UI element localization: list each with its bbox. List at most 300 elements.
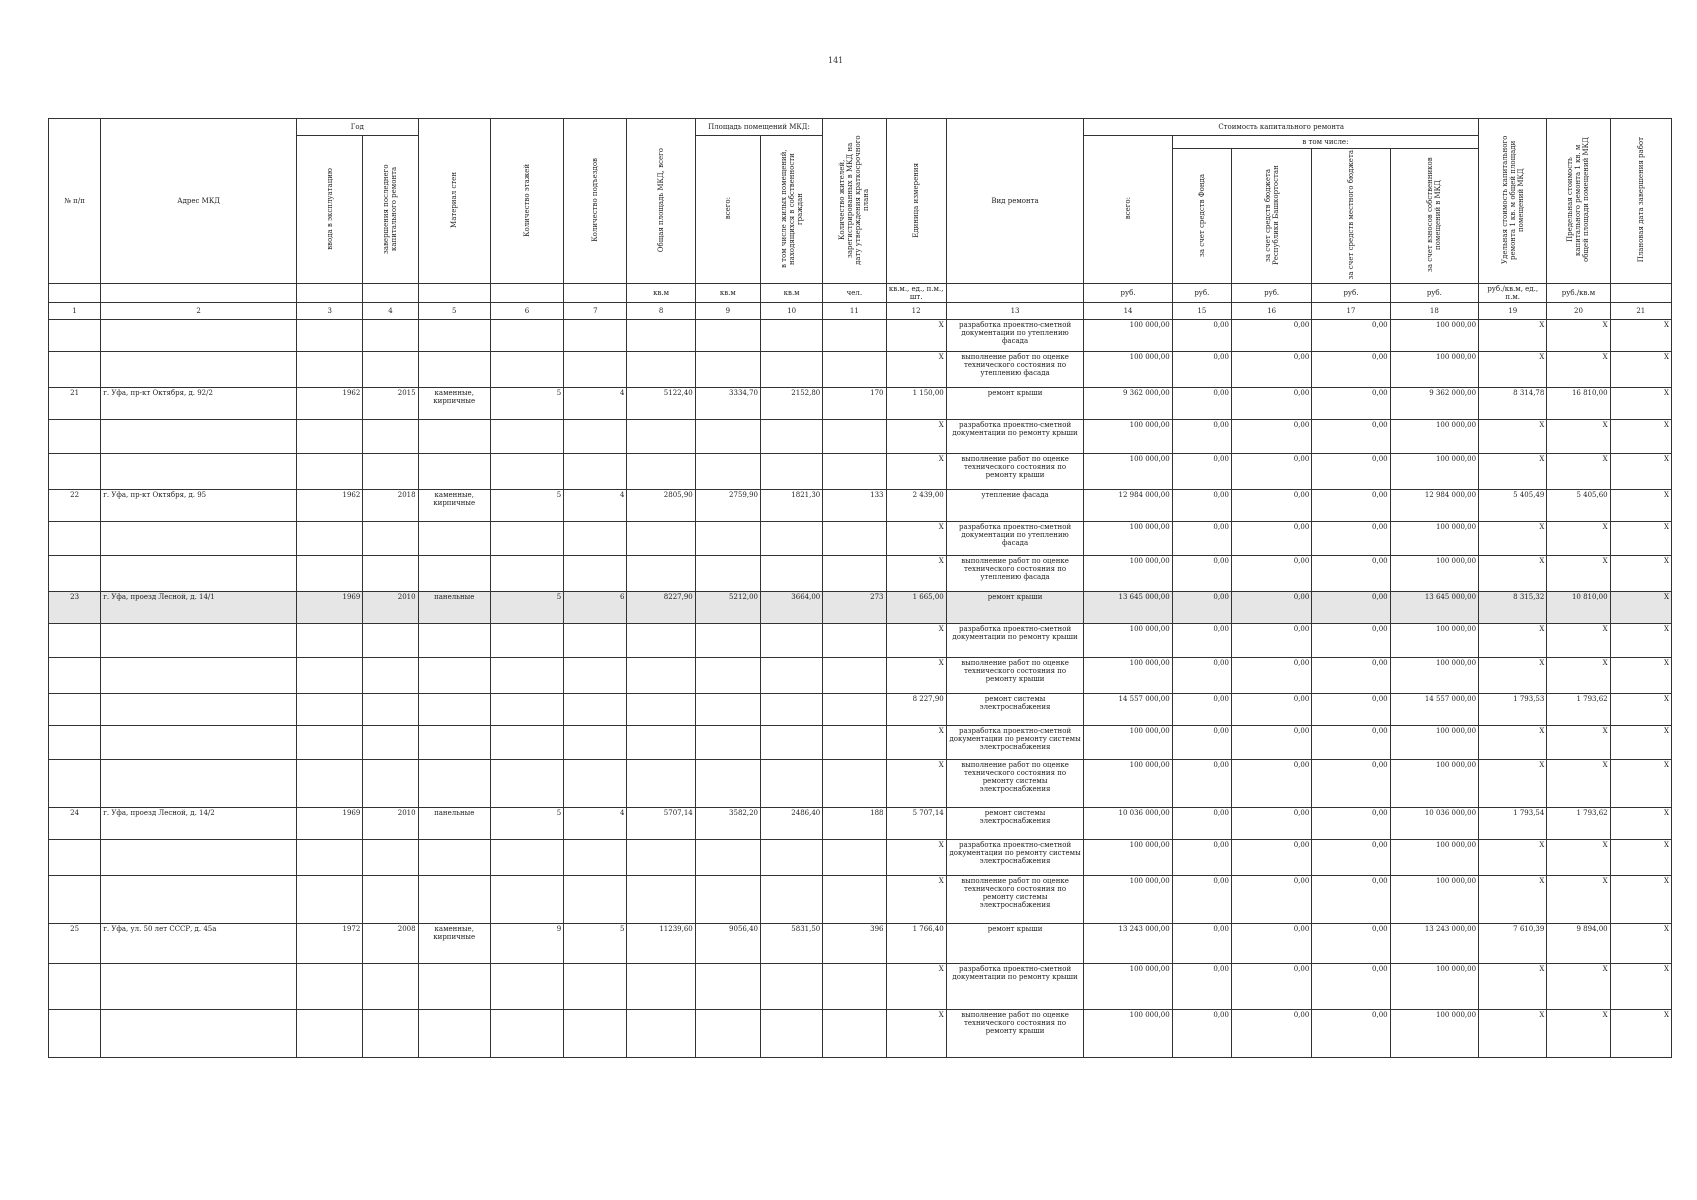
repair-type-cell: разработка проектно-сметной документации по ремонту системы электроснабжения bbox=[946, 726, 1084, 760]
floors-cell bbox=[490, 964, 563, 1010]
measure-unit-cell: X bbox=[886, 964, 946, 1010]
cost-total-cell: 100 000,00 bbox=[1084, 760, 1172, 808]
cost-fund-cell: 0,00 bbox=[1172, 420, 1231, 454]
deadline-cell: X bbox=[1610, 454, 1671, 490]
cost-republic-cell: 0,00 bbox=[1231, 388, 1311, 420]
deadline-cell: X bbox=[1610, 624, 1671, 658]
row-number bbox=[49, 420, 101, 454]
table-row bbox=[49, 420, 1672, 454]
row-number bbox=[49, 694, 101, 726]
header-area-private: в том числе жилых помещений, находящихся в собственности граждан bbox=[761, 136, 823, 284]
repair-type-cell: выполнение работ по оценке технического состояния по ремонту крыши bbox=[946, 658, 1084, 694]
year-repair-cell bbox=[363, 624, 418, 658]
year-commission-cell: 1972 bbox=[297, 924, 363, 964]
cost-local-cell: 0,00 bbox=[1312, 964, 1390, 1010]
measure-unit-cell: 1 766,40 bbox=[886, 924, 946, 964]
header-total-area: Общая площадь МКД, всего bbox=[627, 119, 695, 284]
repair-type-cell: разработка проектно-сметной документации по ремонту крыши bbox=[946, 964, 1084, 1010]
row-number: 24 bbox=[49, 808, 101, 840]
cost-owners-cell: 100 000,00 bbox=[1390, 726, 1478, 760]
limit-cost-cell: X bbox=[1547, 840, 1610, 876]
year-repair-cell bbox=[363, 420, 418, 454]
cost-local-cell: 0,00 bbox=[1312, 924, 1390, 964]
limit-cost-cell: X bbox=[1547, 454, 1610, 490]
area-total-cell bbox=[695, 876, 760, 924]
wall-material-cell bbox=[418, 320, 490, 352]
cost-local-cell: 0,00 bbox=[1312, 658, 1390, 694]
cost-fund-cell: 0,00 bbox=[1172, 760, 1231, 808]
measure-unit-cell: X bbox=[886, 320, 946, 352]
table-row bbox=[49, 726, 1672, 760]
entrances-cell bbox=[564, 694, 627, 726]
col-index-cell: 21 bbox=[1610, 303, 1671, 320]
col-index-cell: 7 bbox=[564, 303, 627, 320]
repair-type-cell: ремонт крыши bbox=[946, 924, 1084, 964]
repair-type-cell: ремонт системы электроснабжения bbox=[946, 808, 1084, 840]
limit-cost-cell: 1 793,62 bbox=[1547, 694, 1610, 726]
measure-unit-cell: X bbox=[886, 352, 946, 388]
measure-unit-cell: X bbox=[886, 760, 946, 808]
area-private-cell: 5831,50 bbox=[761, 924, 823, 964]
cost-owners-cell: 100 000,00 bbox=[1390, 522, 1478, 556]
measure-unit-cell: X bbox=[886, 454, 946, 490]
cost-owners-cell: 13 645 000,00 bbox=[1390, 592, 1478, 624]
year-repair-cell bbox=[363, 1010, 418, 1058]
cost-local-cell: 0,00 bbox=[1312, 592, 1390, 624]
deadline-cell: X bbox=[1610, 924, 1671, 964]
total-area-cell bbox=[627, 760, 695, 808]
measure-unit-cell: X bbox=[886, 840, 946, 876]
wall-material-cell bbox=[418, 760, 490, 808]
cost-fund-cell: 0,00 bbox=[1172, 522, 1231, 556]
wall-material-cell bbox=[418, 556, 490, 592]
cost-total-cell: 100 000,00 bbox=[1084, 726, 1172, 760]
unit-cost-cell: X bbox=[1479, 352, 1547, 388]
table-row bbox=[49, 522, 1672, 556]
area-private-cell bbox=[761, 556, 823, 592]
row-number bbox=[49, 454, 101, 490]
table-row bbox=[49, 840, 1672, 876]
repair-type-cell: разработка проектно-сметной документации по утеплению фасада bbox=[946, 320, 1084, 352]
col-index-cell: 14 bbox=[1084, 303, 1172, 320]
unit-cell bbox=[101, 284, 297, 303]
cost-local-cell: 0,00 bbox=[1312, 388, 1390, 420]
cost-local-cell: 0,00 bbox=[1312, 454, 1390, 490]
unit-cost-cell: X bbox=[1479, 556, 1547, 592]
limit-cost-cell: X bbox=[1547, 352, 1610, 388]
floors-cell bbox=[490, 624, 563, 658]
cost-local-cell: 0,00 bbox=[1312, 420, 1390, 454]
table-row bbox=[49, 694, 1672, 726]
entrances-cell: 4 bbox=[564, 490, 627, 522]
address-cell bbox=[101, 320, 297, 352]
col-index-cell: 20 bbox=[1547, 303, 1610, 320]
residents-cell bbox=[823, 420, 886, 454]
year-commission-cell bbox=[297, 352, 363, 388]
year-repair-cell bbox=[363, 964, 418, 1010]
cost-local-cell: 0,00 bbox=[1312, 876, 1390, 924]
floors-cell bbox=[490, 1010, 563, 1058]
area-total-cell bbox=[695, 556, 760, 592]
header-residents: Количество жителей, зарегистрированных в МКД на дату утверждения краткосрочного плана bbox=[823, 119, 886, 284]
unit-cell: кв.м., ед., п.м., шт. bbox=[886, 284, 946, 303]
wall-material-cell bbox=[418, 522, 490, 556]
cost-fund-cell: 0,00 bbox=[1172, 876, 1231, 924]
unit-cost-cell: X bbox=[1479, 624, 1547, 658]
cost-total-cell: 100 000,00 bbox=[1084, 522, 1172, 556]
header-year-commission: ввода в эксплуатацию bbox=[297, 136, 363, 284]
floors-cell: 5 bbox=[490, 808, 563, 840]
year-repair-cell: 2010 bbox=[363, 592, 418, 624]
total-area-cell bbox=[627, 876, 695, 924]
repair-type-cell: выполнение работ по оценке технического состояния по утеплению фасада bbox=[946, 556, 1084, 592]
unit-cell: руб. bbox=[1231, 284, 1311, 303]
address-cell: г. Уфа, пр-кт Октября, д. 95 bbox=[101, 490, 297, 522]
total-area-cell bbox=[627, 658, 695, 694]
unit-cost-cell: X bbox=[1479, 420, 1547, 454]
cost-republic-cell: 0,00 bbox=[1231, 454, 1311, 490]
row-number: 23 bbox=[49, 592, 101, 624]
col-index-cell: 19 bbox=[1479, 303, 1547, 320]
repair-type-cell: выполнение работ по оценке технического состояния по ремонту крыши bbox=[946, 454, 1084, 490]
cost-republic-cell: 0,00 bbox=[1231, 522, 1311, 556]
area-total-cell bbox=[695, 420, 760, 454]
total-area-cell bbox=[627, 454, 695, 490]
col-index-cell: 16 bbox=[1231, 303, 1311, 320]
unit-cost-cell: X bbox=[1479, 760, 1547, 808]
measure-unit-cell: X bbox=[886, 876, 946, 924]
year-repair-cell bbox=[363, 352, 418, 388]
floors-cell bbox=[490, 876, 563, 924]
year-commission-cell bbox=[297, 760, 363, 808]
limit-cost-cell: 1 793,62 bbox=[1547, 808, 1610, 840]
unit-cell bbox=[564, 284, 627, 303]
entrances-cell bbox=[564, 556, 627, 592]
unit-cost-cell: 1 793,54 bbox=[1479, 808, 1547, 840]
address-cell bbox=[101, 964, 297, 1010]
total-area-cell: 5122,40 bbox=[627, 388, 695, 420]
header-premises-area: Площадь помещений МКД: bbox=[695, 119, 823, 136]
cost-owners-cell: 100 000,00 bbox=[1390, 556, 1478, 592]
cost-local-cell: 0,00 bbox=[1312, 320, 1390, 352]
unit-cell: чел. bbox=[823, 284, 886, 303]
area-private-cell bbox=[761, 624, 823, 658]
header-cost-total: всего: bbox=[1084, 136, 1172, 284]
cost-owners-cell: 100 000,00 bbox=[1390, 658, 1478, 694]
entrances-cell bbox=[564, 320, 627, 352]
col-index-cell: 4 bbox=[363, 303, 418, 320]
header-cost: Стоимость капитального ремонта bbox=[1084, 119, 1479, 136]
cost-owners-cell: 9 362 000,00 bbox=[1390, 388, 1478, 420]
cost-total-cell: 9 362 000,00 bbox=[1084, 388, 1172, 420]
cost-local-cell: 0,00 bbox=[1312, 556, 1390, 592]
deadline-cell: X bbox=[1610, 876, 1671, 924]
unit-cell bbox=[1610, 284, 1671, 303]
residents-cell bbox=[823, 658, 886, 694]
floors-cell bbox=[490, 726, 563, 760]
wall-material-cell: каменные, кирпичные bbox=[418, 924, 490, 964]
cost-owners-cell: 14 557 000,00 bbox=[1390, 694, 1478, 726]
limit-cost-cell: 10 810,00 bbox=[1547, 592, 1610, 624]
entrances-cell: 4 bbox=[564, 808, 627, 840]
address-cell bbox=[101, 694, 297, 726]
wall-material-cell bbox=[418, 454, 490, 490]
measure-unit-cell: X bbox=[886, 624, 946, 658]
wall-material-cell: панельные bbox=[418, 592, 490, 624]
residents-cell bbox=[823, 876, 886, 924]
wall-material-cell bbox=[418, 694, 490, 726]
row-number bbox=[49, 840, 101, 876]
col-index-cell: 9 bbox=[695, 303, 760, 320]
area-total-cell bbox=[695, 840, 760, 876]
area-private-cell: 2152,80 bbox=[761, 388, 823, 420]
row-number bbox=[49, 876, 101, 924]
cost-fund-cell: 0,00 bbox=[1172, 964, 1231, 1010]
cost-owners-cell: 10 036 000,00 bbox=[1390, 808, 1478, 840]
header-address: Адрес МКД bbox=[101, 119, 297, 284]
wall-material-cell bbox=[418, 1010, 490, 1058]
units-row bbox=[49, 284, 1672, 303]
floors-cell bbox=[490, 556, 563, 592]
measure-unit-cell: X bbox=[886, 522, 946, 556]
row-number bbox=[49, 964, 101, 1010]
cost-fund-cell: 0,00 bbox=[1172, 1010, 1231, 1058]
measure-unit-cell: 1 150,00 bbox=[886, 388, 946, 420]
area-private-cell: 1821,30 bbox=[761, 490, 823, 522]
measure-unit-cell: 2 439,00 bbox=[886, 490, 946, 522]
cost-fund-cell: 0,00 bbox=[1172, 840, 1231, 876]
cost-fund-cell: 0,00 bbox=[1172, 624, 1231, 658]
year-commission-cell bbox=[297, 454, 363, 490]
measure-unit-cell: 1 665,00 bbox=[886, 592, 946, 624]
year-commission-cell bbox=[297, 1010, 363, 1058]
table-row bbox=[49, 760, 1672, 808]
measure-unit-cell: X bbox=[886, 726, 946, 760]
unit-cell: руб. bbox=[1172, 284, 1231, 303]
cost-fund-cell: 0,00 bbox=[1172, 592, 1231, 624]
table-row bbox=[49, 352, 1672, 388]
header-area-total: всего: bbox=[695, 136, 760, 284]
year-commission-cell bbox=[297, 694, 363, 726]
col-index-cell: 18 bbox=[1390, 303, 1478, 320]
cost-republic-cell: 0,00 bbox=[1231, 840, 1311, 876]
header-deadline: Плановая дата завершения работ bbox=[1610, 119, 1671, 284]
area-private-cell bbox=[761, 420, 823, 454]
address-cell bbox=[101, 522, 297, 556]
unit-cell: руб. bbox=[1312, 284, 1390, 303]
deadline-cell: X bbox=[1610, 658, 1671, 694]
year-repair-cell bbox=[363, 694, 418, 726]
cost-fund-cell: 0,00 bbox=[1172, 658, 1231, 694]
residents-cell bbox=[823, 840, 886, 876]
header-row-1 bbox=[49, 119, 1672, 136]
address-cell bbox=[101, 1010, 297, 1058]
limit-cost-cell: 5 405,60 bbox=[1547, 490, 1610, 522]
cost-fund-cell: 0,00 bbox=[1172, 454, 1231, 490]
cost-total-cell: 100 000,00 bbox=[1084, 1010, 1172, 1058]
wall-material-cell: каменные, кирпичные bbox=[418, 388, 490, 420]
area-private-cell bbox=[761, 1010, 823, 1058]
entrances-cell: 6 bbox=[564, 592, 627, 624]
floors-cell: 5 bbox=[490, 592, 563, 624]
floors-cell bbox=[490, 658, 563, 694]
repair-type-cell: ремонт крыши bbox=[946, 388, 1084, 420]
year-repair-cell bbox=[363, 658, 418, 694]
table-row bbox=[49, 1010, 1672, 1058]
total-area-cell bbox=[627, 1010, 695, 1058]
floors-cell bbox=[490, 522, 563, 556]
unit-cost-cell: X bbox=[1479, 840, 1547, 876]
limit-cost-cell: X bbox=[1547, 876, 1610, 924]
wall-material-cell: панельные bbox=[418, 808, 490, 840]
cost-owners-cell: 100 000,00 bbox=[1390, 840, 1478, 876]
area-total-cell: 3334,70 bbox=[695, 388, 760, 420]
deadline-cell: X bbox=[1610, 522, 1671, 556]
cost-republic-cell: 0,00 bbox=[1231, 760, 1311, 808]
area-private-cell: 2486,40 bbox=[761, 808, 823, 840]
wall-material-cell bbox=[418, 352, 490, 388]
area-total-cell: 2759,90 bbox=[695, 490, 760, 522]
year-commission-cell bbox=[297, 658, 363, 694]
cost-fund-cell: 0,00 bbox=[1172, 556, 1231, 592]
limit-cost-cell: X bbox=[1547, 760, 1610, 808]
cost-fund-cell: 0,00 bbox=[1172, 694, 1231, 726]
header-cost-owners: за счет взносов собственников помещений в МКД bbox=[1390, 149, 1478, 284]
unit-cost-cell: 8 314,78 bbox=[1479, 388, 1547, 420]
area-total-cell bbox=[695, 454, 760, 490]
wall-material-cell bbox=[418, 624, 490, 658]
total-area-cell bbox=[627, 352, 695, 388]
unit-cell bbox=[363, 284, 418, 303]
cost-total-cell: 100 000,00 bbox=[1084, 454, 1172, 490]
year-repair-cell: 2018 bbox=[363, 490, 418, 522]
area-total-cell bbox=[695, 964, 760, 1010]
cost-total-cell: 12 984 000,00 bbox=[1084, 490, 1172, 522]
cost-local-cell: 0,00 bbox=[1312, 624, 1390, 658]
unit-cost-cell: 7 610,39 bbox=[1479, 924, 1547, 964]
area-total-cell bbox=[695, 726, 760, 760]
cost-fund-cell: 0,00 bbox=[1172, 808, 1231, 840]
area-private-cell bbox=[761, 964, 823, 1010]
year-repair-cell bbox=[363, 876, 418, 924]
residents-cell: 133 bbox=[823, 490, 886, 522]
repair-type-cell: ремонт системы электроснабжения bbox=[946, 694, 1084, 726]
row-number: 25 bbox=[49, 924, 101, 964]
area-private-cell bbox=[761, 352, 823, 388]
header-year-last-repair: завершения последнего капитального ремонта bbox=[363, 136, 418, 284]
cost-republic-cell: 0,00 bbox=[1231, 924, 1311, 964]
total-area-cell: 8227,90 bbox=[627, 592, 695, 624]
unit-cell bbox=[297, 284, 363, 303]
entrances-cell bbox=[564, 726, 627, 760]
address-cell bbox=[101, 454, 297, 490]
cost-fund-cell: 0,00 bbox=[1172, 726, 1231, 760]
cost-local-cell: 0,00 bbox=[1312, 760, 1390, 808]
limit-cost-cell: X bbox=[1547, 320, 1610, 352]
col-index-cell: 17 bbox=[1312, 303, 1390, 320]
cost-total-cell: 100 000,00 bbox=[1084, 352, 1172, 388]
unit-cost-cell: 8 315,32 bbox=[1479, 592, 1547, 624]
year-repair-cell bbox=[363, 840, 418, 876]
col-index-cell: 13 bbox=[946, 303, 1084, 320]
total-area-cell bbox=[627, 420, 695, 454]
wall-material-cell: каменные, кирпичные bbox=[418, 490, 490, 522]
year-commission-cell bbox=[297, 876, 363, 924]
cost-total-cell: 100 000,00 bbox=[1084, 320, 1172, 352]
entrances-cell bbox=[564, 658, 627, 694]
floors-cell bbox=[490, 352, 563, 388]
unit-cost-cell: X bbox=[1479, 522, 1547, 556]
entrances-cell bbox=[564, 454, 627, 490]
cost-owners-cell: 100 000,00 bbox=[1390, 1010, 1478, 1058]
measure-unit-cell: X bbox=[886, 420, 946, 454]
address-cell bbox=[101, 420, 297, 454]
col-index-cell: 6 bbox=[490, 303, 563, 320]
floors-cell bbox=[490, 694, 563, 726]
floors-cell bbox=[490, 320, 563, 352]
unit-cost-cell: 5 405,49 bbox=[1479, 490, 1547, 522]
table-row bbox=[49, 454, 1672, 490]
unit-cell: руб. bbox=[1390, 284, 1478, 303]
area-private-cell: 3664,00 bbox=[761, 592, 823, 624]
cost-owners-cell: 100 000,00 bbox=[1390, 760, 1478, 808]
address-cell: г. Уфа, пр-кт Октября, д. 92/2 bbox=[101, 388, 297, 420]
area-private-cell bbox=[761, 726, 823, 760]
measure-unit-cell: X bbox=[886, 556, 946, 592]
residents-cell bbox=[823, 694, 886, 726]
unit-cell bbox=[49, 284, 101, 303]
cost-owners-cell: 100 000,00 bbox=[1390, 454, 1478, 490]
table-row bbox=[49, 964, 1672, 1010]
area-total-cell bbox=[695, 522, 760, 556]
total-area-cell bbox=[627, 694, 695, 726]
total-area-cell bbox=[627, 556, 695, 592]
header-cost-fund: за счет средств Фонда bbox=[1172, 149, 1231, 284]
residents-cell bbox=[823, 522, 886, 556]
cost-local-cell: 0,00 bbox=[1312, 1010, 1390, 1058]
row-number bbox=[49, 658, 101, 694]
area-private-cell bbox=[761, 522, 823, 556]
measure-unit-cell: X bbox=[886, 1010, 946, 1058]
floors-cell bbox=[490, 420, 563, 454]
cost-total-cell: 100 000,00 bbox=[1084, 420, 1172, 454]
residents-cell bbox=[823, 352, 886, 388]
cost-total-cell: 14 557 000,00 bbox=[1084, 694, 1172, 726]
deadline-cell: X bbox=[1610, 352, 1671, 388]
cost-republic-cell: 0,00 bbox=[1231, 320, 1311, 352]
cost-republic-cell: 0,00 bbox=[1231, 592, 1311, 624]
measure-unit-cell: X bbox=[886, 658, 946, 694]
year-repair-cell: 2010 bbox=[363, 808, 418, 840]
unit-cost-cell: X bbox=[1479, 320, 1547, 352]
total-area-cell bbox=[627, 726, 695, 760]
col-index-cell: 3 bbox=[297, 303, 363, 320]
year-commission-cell bbox=[297, 840, 363, 876]
cost-owners-cell: 13 243 000,00 bbox=[1390, 924, 1478, 964]
cost-fund-cell: 0,00 bbox=[1172, 352, 1231, 388]
table-body bbox=[49, 320, 1672, 1058]
cost-owners-cell: 100 000,00 bbox=[1390, 352, 1478, 388]
limit-cost-cell: X bbox=[1547, 964, 1610, 1010]
entrances-cell bbox=[564, 522, 627, 556]
cost-total-cell: 100 000,00 bbox=[1084, 624, 1172, 658]
table-row bbox=[49, 320, 1672, 352]
measure-unit-cell: 8 227,90 bbox=[886, 694, 946, 726]
cost-republic-cell: 0,00 bbox=[1231, 808, 1311, 840]
total-area-cell: 11239,60 bbox=[627, 924, 695, 964]
col-index-cell: 12 bbox=[886, 303, 946, 320]
col-index-cell: 5 bbox=[418, 303, 490, 320]
